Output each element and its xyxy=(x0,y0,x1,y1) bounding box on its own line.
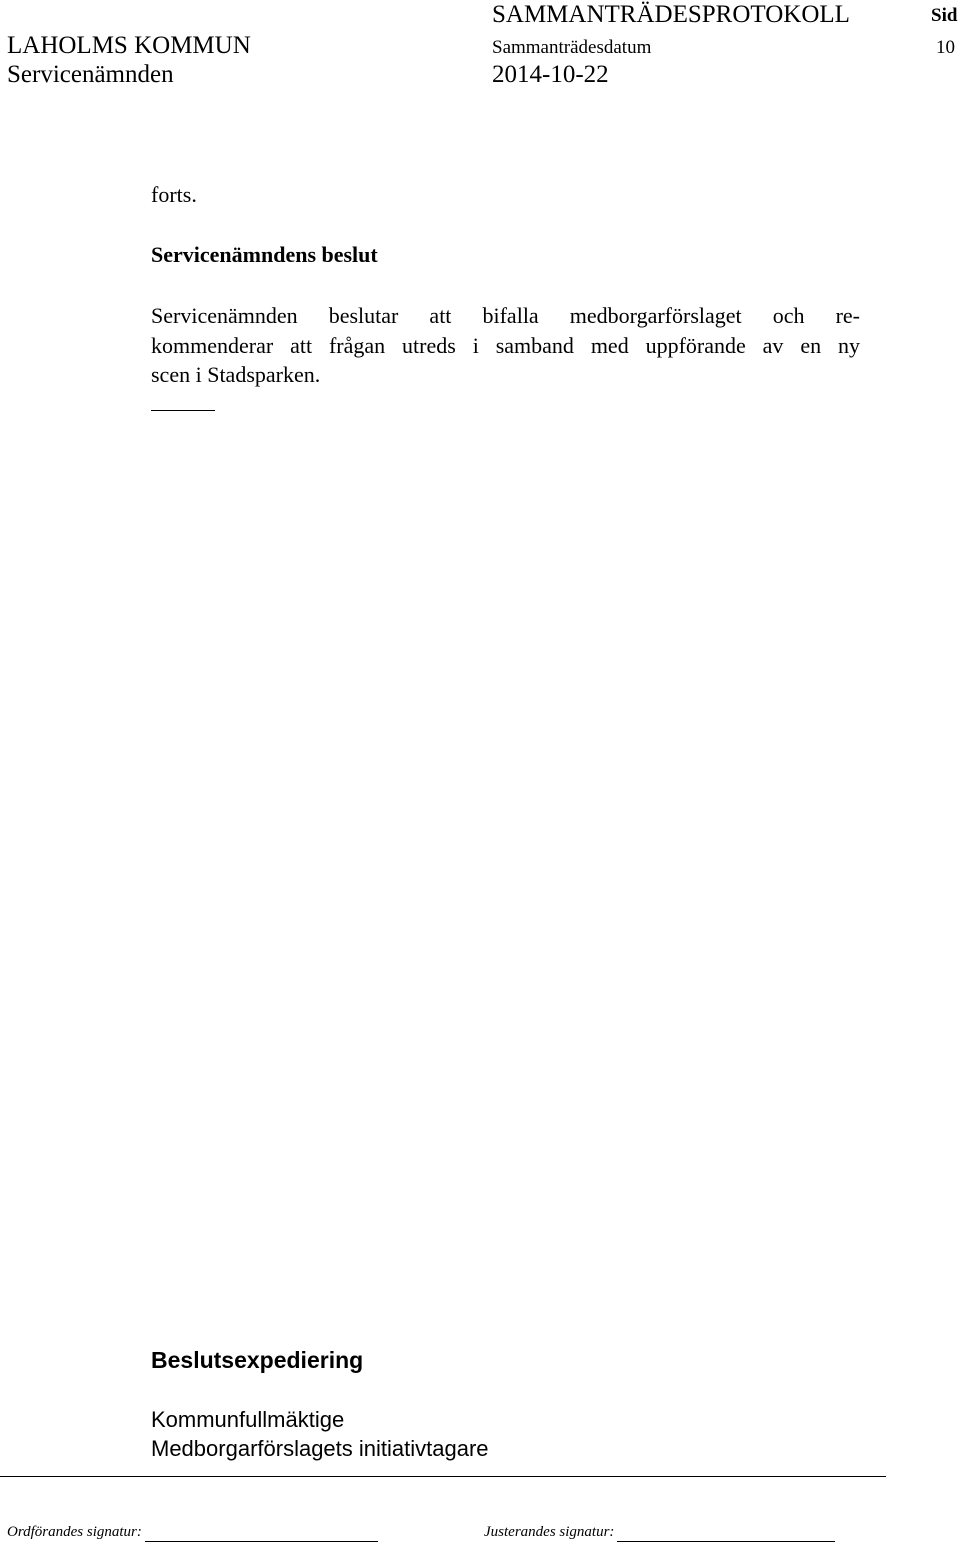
document-title: SAMMANTRÄDESPROTOKOLL xyxy=(492,1,850,28)
chair-signature xyxy=(7,1522,378,1542)
page-number: 10 xyxy=(936,37,955,58)
continued-marker: forts. xyxy=(151,182,197,207)
decision-line: Servicenämnden beslutar att bifalla medborgarförslaget och re- xyxy=(151,303,860,328)
chair-signature-line xyxy=(145,1527,378,1542)
adjuster-signature-line xyxy=(617,1527,835,1542)
adjuster-signature-label: Justerandes signatur: xyxy=(484,1524,615,1540)
organization-name: LAHOLMS KOMMUN xyxy=(7,32,251,59)
meeting-date-label: Sammanträdesdatum xyxy=(492,37,652,58)
section-heading: Servicenämndens beslut xyxy=(151,242,378,267)
page-label: Sid xyxy=(931,5,958,26)
distribution-list xyxy=(151,1405,489,1463)
distribution-heading: Beslutsexpediering xyxy=(151,1347,364,1373)
footer-divider xyxy=(0,1476,886,1477)
department-name: Servicenämnden xyxy=(7,61,174,88)
distribution-recipient: Kommunfullmäktige xyxy=(151,1407,345,1432)
chair-signature-label: Ordförandes signatur: xyxy=(7,1524,142,1540)
section-end-rule xyxy=(151,410,215,411)
decision-line: scen i Stadsparken. xyxy=(151,362,321,387)
distribution-recipient: Medborgarförslagets initiativtagare xyxy=(151,1436,489,1461)
decision-line: kommenderar att frågan utreds i samband med uppförande av en ny xyxy=(151,332,860,358)
meeting-date: 2014-10-22 xyxy=(492,61,609,88)
adjuster-signature xyxy=(484,1522,835,1542)
decision-paragraph xyxy=(151,301,860,390)
